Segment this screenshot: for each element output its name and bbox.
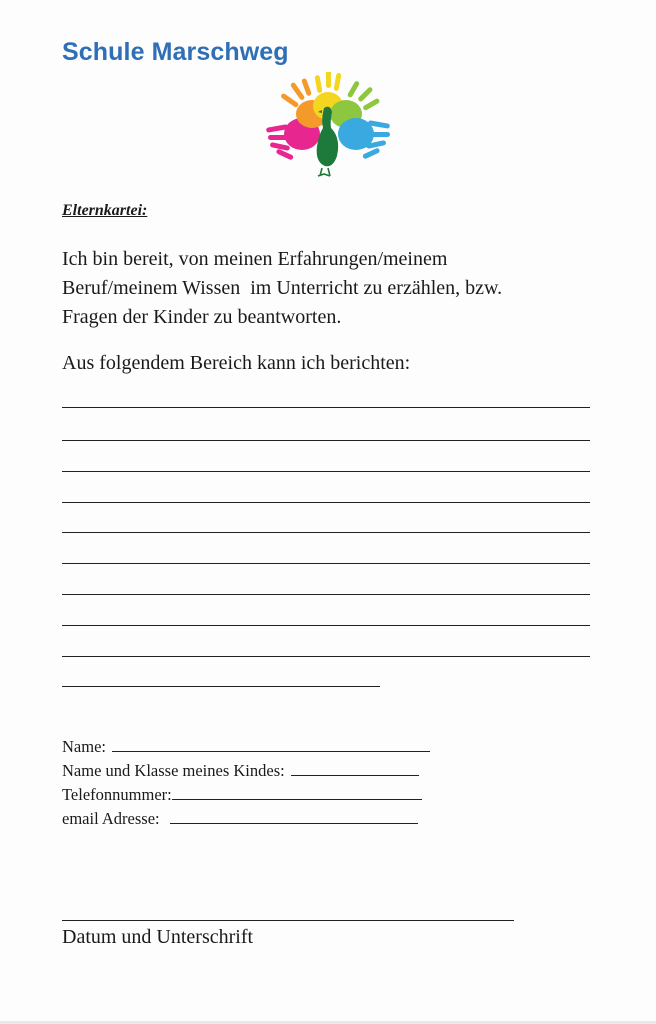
intro-line: Ich bin bereit, von meinen Erfahrungen/meinem	[62, 248, 448, 270]
peacock-handprint-logo-icon	[262, 72, 394, 180]
email-field[interactable]	[170, 809, 418, 824]
intro-line: Beruf/meinem Wissen im Unterricht zu erzählen, bzw.	[62, 277, 503, 299]
write-line[interactable]	[62, 625, 590, 626]
blue-hand-icon	[338, 118, 390, 160]
signature-line[interactable]	[62, 920, 514, 921]
phone-field[interactable]	[172, 785, 422, 800]
name-label: Name:	[62, 737, 106, 756]
child-row	[62, 761, 419, 781]
write-line[interactable]	[62, 407, 590, 408]
write-line[interactable]	[62, 594, 590, 595]
write-line[interactable]	[62, 563, 590, 564]
phone-row	[62, 785, 422, 805]
email-row	[62, 809, 418, 829]
section-heading: Elternkartei:	[62, 202, 148, 219]
child-field[interactable]	[291, 761, 419, 776]
phone-label: Telefonnummer:	[62, 785, 172, 804]
write-line[interactable]	[62, 440, 590, 441]
email-label: email Adresse:	[62, 809, 160, 828]
school-title: Schule Marschweg	[62, 38, 289, 66]
intro-line: Fragen der Kinder zu beantworten.	[62, 306, 342, 328]
write-line[interactable]	[62, 471, 590, 472]
write-line[interactable]	[62, 656, 590, 657]
name-field[interactable]	[112, 737, 430, 752]
area-prompt: Aus folgendem Bereich kann ich berichten:	[62, 352, 411, 374]
name-row	[62, 737, 430, 757]
write-line[interactable]	[62, 686, 380, 687]
intro-text	[62, 245, 622, 332]
write-line[interactable]	[62, 502, 590, 503]
write-line[interactable]	[62, 532, 590, 533]
signature-label: Datum und Unterschrift	[62, 926, 254, 948]
child-label: Name und Klasse meines Kindes:	[62, 761, 285, 780]
